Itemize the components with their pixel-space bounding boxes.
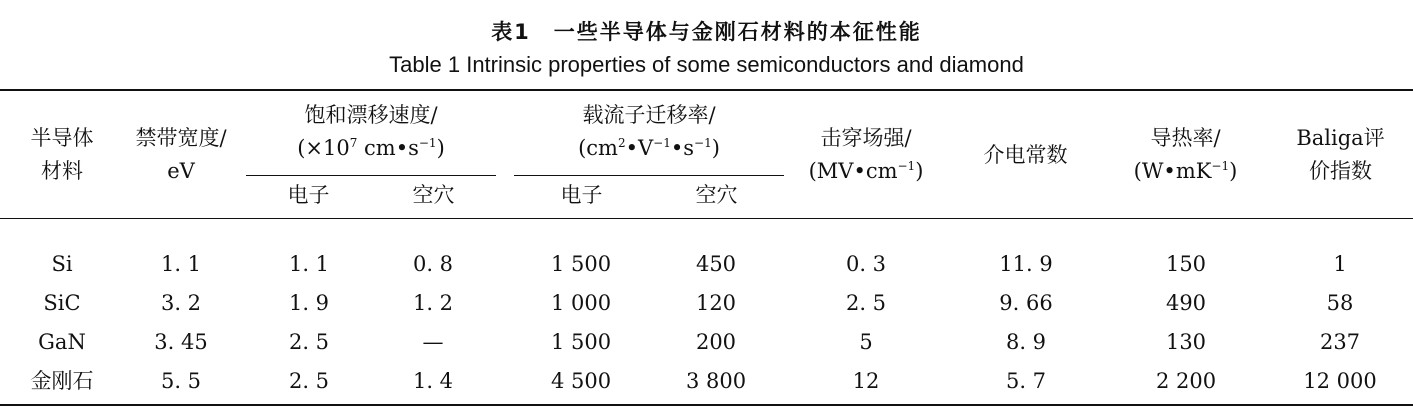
header-saturation-hole: 空穴 xyxy=(412,182,455,207)
table-cell: 0. 3 xyxy=(845,251,887,276)
table-cell: 1. 9 xyxy=(288,290,330,315)
table-cell: 4 500 xyxy=(550,368,612,393)
table-cell: 5 xyxy=(859,329,873,354)
header-mobility-electron: 电子 xyxy=(560,182,603,207)
row-material-name: SiC xyxy=(43,290,81,315)
row-material-name: GaN xyxy=(38,329,86,354)
table-cell: 2. 5 xyxy=(845,290,887,315)
table-cell: 2. 5 xyxy=(288,368,330,393)
table-cell: 12 xyxy=(852,368,880,393)
table-cell: 8. 9 xyxy=(1005,329,1047,354)
table-cell: 490 xyxy=(1165,290,1207,315)
table-cell: 11. 9 xyxy=(999,251,1053,276)
table-cell: 2. 5 xyxy=(288,329,330,354)
saturation-subheader-rule xyxy=(246,175,496,176)
header-bottom-rule xyxy=(0,218,1413,219)
table-caption-chinese: 表1 一些半导体与金刚石材料的本征性能 xyxy=(491,20,922,44)
header-thermal-conductivity: 导热率/ $(W•mK^{-1})$ xyxy=(1133,126,1238,183)
table-cell: 150 xyxy=(1165,251,1207,276)
header-saturation-electron: 电子 xyxy=(287,182,330,207)
table-cell: 1 xyxy=(1333,251,1347,276)
table-cell: 0. 8 xyxy=(412,251,454,276)
header-dielectric-constant: 介电常数 xyxy=(983,142,1068,167)
table-cell: 5. 7 xyxy=(1005,368,1047,393)
header-baliga-index: Baliga评 价指数 xyxy=(1296,126,1385,183)
table-cell: 5. 5 xyxy=(160,368,202,393)
table-cell: 3 800 xyxy=(685,368,747,393)
table-cell: 12 000 xyxy=(1303,368,1377,393)
table-cell: 3. 2 xyxy=(160,290,202,315)
table-cell: 9. 66 xyxy=(999,290,1053,315)
table-cell: 1. 1 xyxy=(160,251,202,276)
table-cell: 1 000 xyxy=(550,290,612,315)
header-material: 半导体 材料 xyxy=(30,126,94,183)
table-top-rule xyxy=(0,89,1413,91)
table-cell: 450 xyxy=(695,251,737,276)
row-material-name: 金刚石 xyxy=(30,368,94,393)
table-cell: 237 xyxy=(1319,329,1361,354)
table-cell: — xyxy=(422,329,444,354)
header-bandgap: 禁带宽度/ eV xyxy=(135,126,227,183)
header-carrier-mobility: 载流子迁移率/ $(cm^2•V^{-1}•s^{-1})$ xyxy=(578,103,720,160)
table-cell: 130 xyxy=(1165,329,1207,354)
table-cell: 1. 2 xyxy=(412,290,454,315)
table-cell: 120 xyxy=(695,290,737,315)
row-material-name: Si xyxy=(51,251,73,276)
table-cell: 1 500 xyxy=(550,329,612,354)
table-cell: 3. 45 xyxy=(154,329,208,354)
table-cell: 58 xyxy=(1326,290,1354,315)
mobility-subheader-rule xyxy=(514,175,784,176)
header-breakdown-field: 击穿场强/ $(MV•cm^{-1})$ xyxy=(808,126,924,183)
table-caption-english: Table 1 Intrinsic properties of some semiconductors and diamond xyxy=(389,52,1024,77)
table-cell: 200 xyxy=(695,329,737,354)
header-mobility-hole: 空穴 xyxy=(695,182,738,207)
table-cell: 1. 4 xyxy=(412,368,454,393)
table-cell: 1 500 xyxy=(550,251,612,276)
table-cell: 2 200 xyxy=(1155,368,1217,393)
table-cell: 1. 1 xyxy=(288,251,330,276)
header-saturation-velocity: 饱和漂移速度/ ($\times 10^7$ $cm•s^{-1}$) xyxy=(297,103,445,160)
table-bottom-rule xyxy=(0,404,1413,406)
